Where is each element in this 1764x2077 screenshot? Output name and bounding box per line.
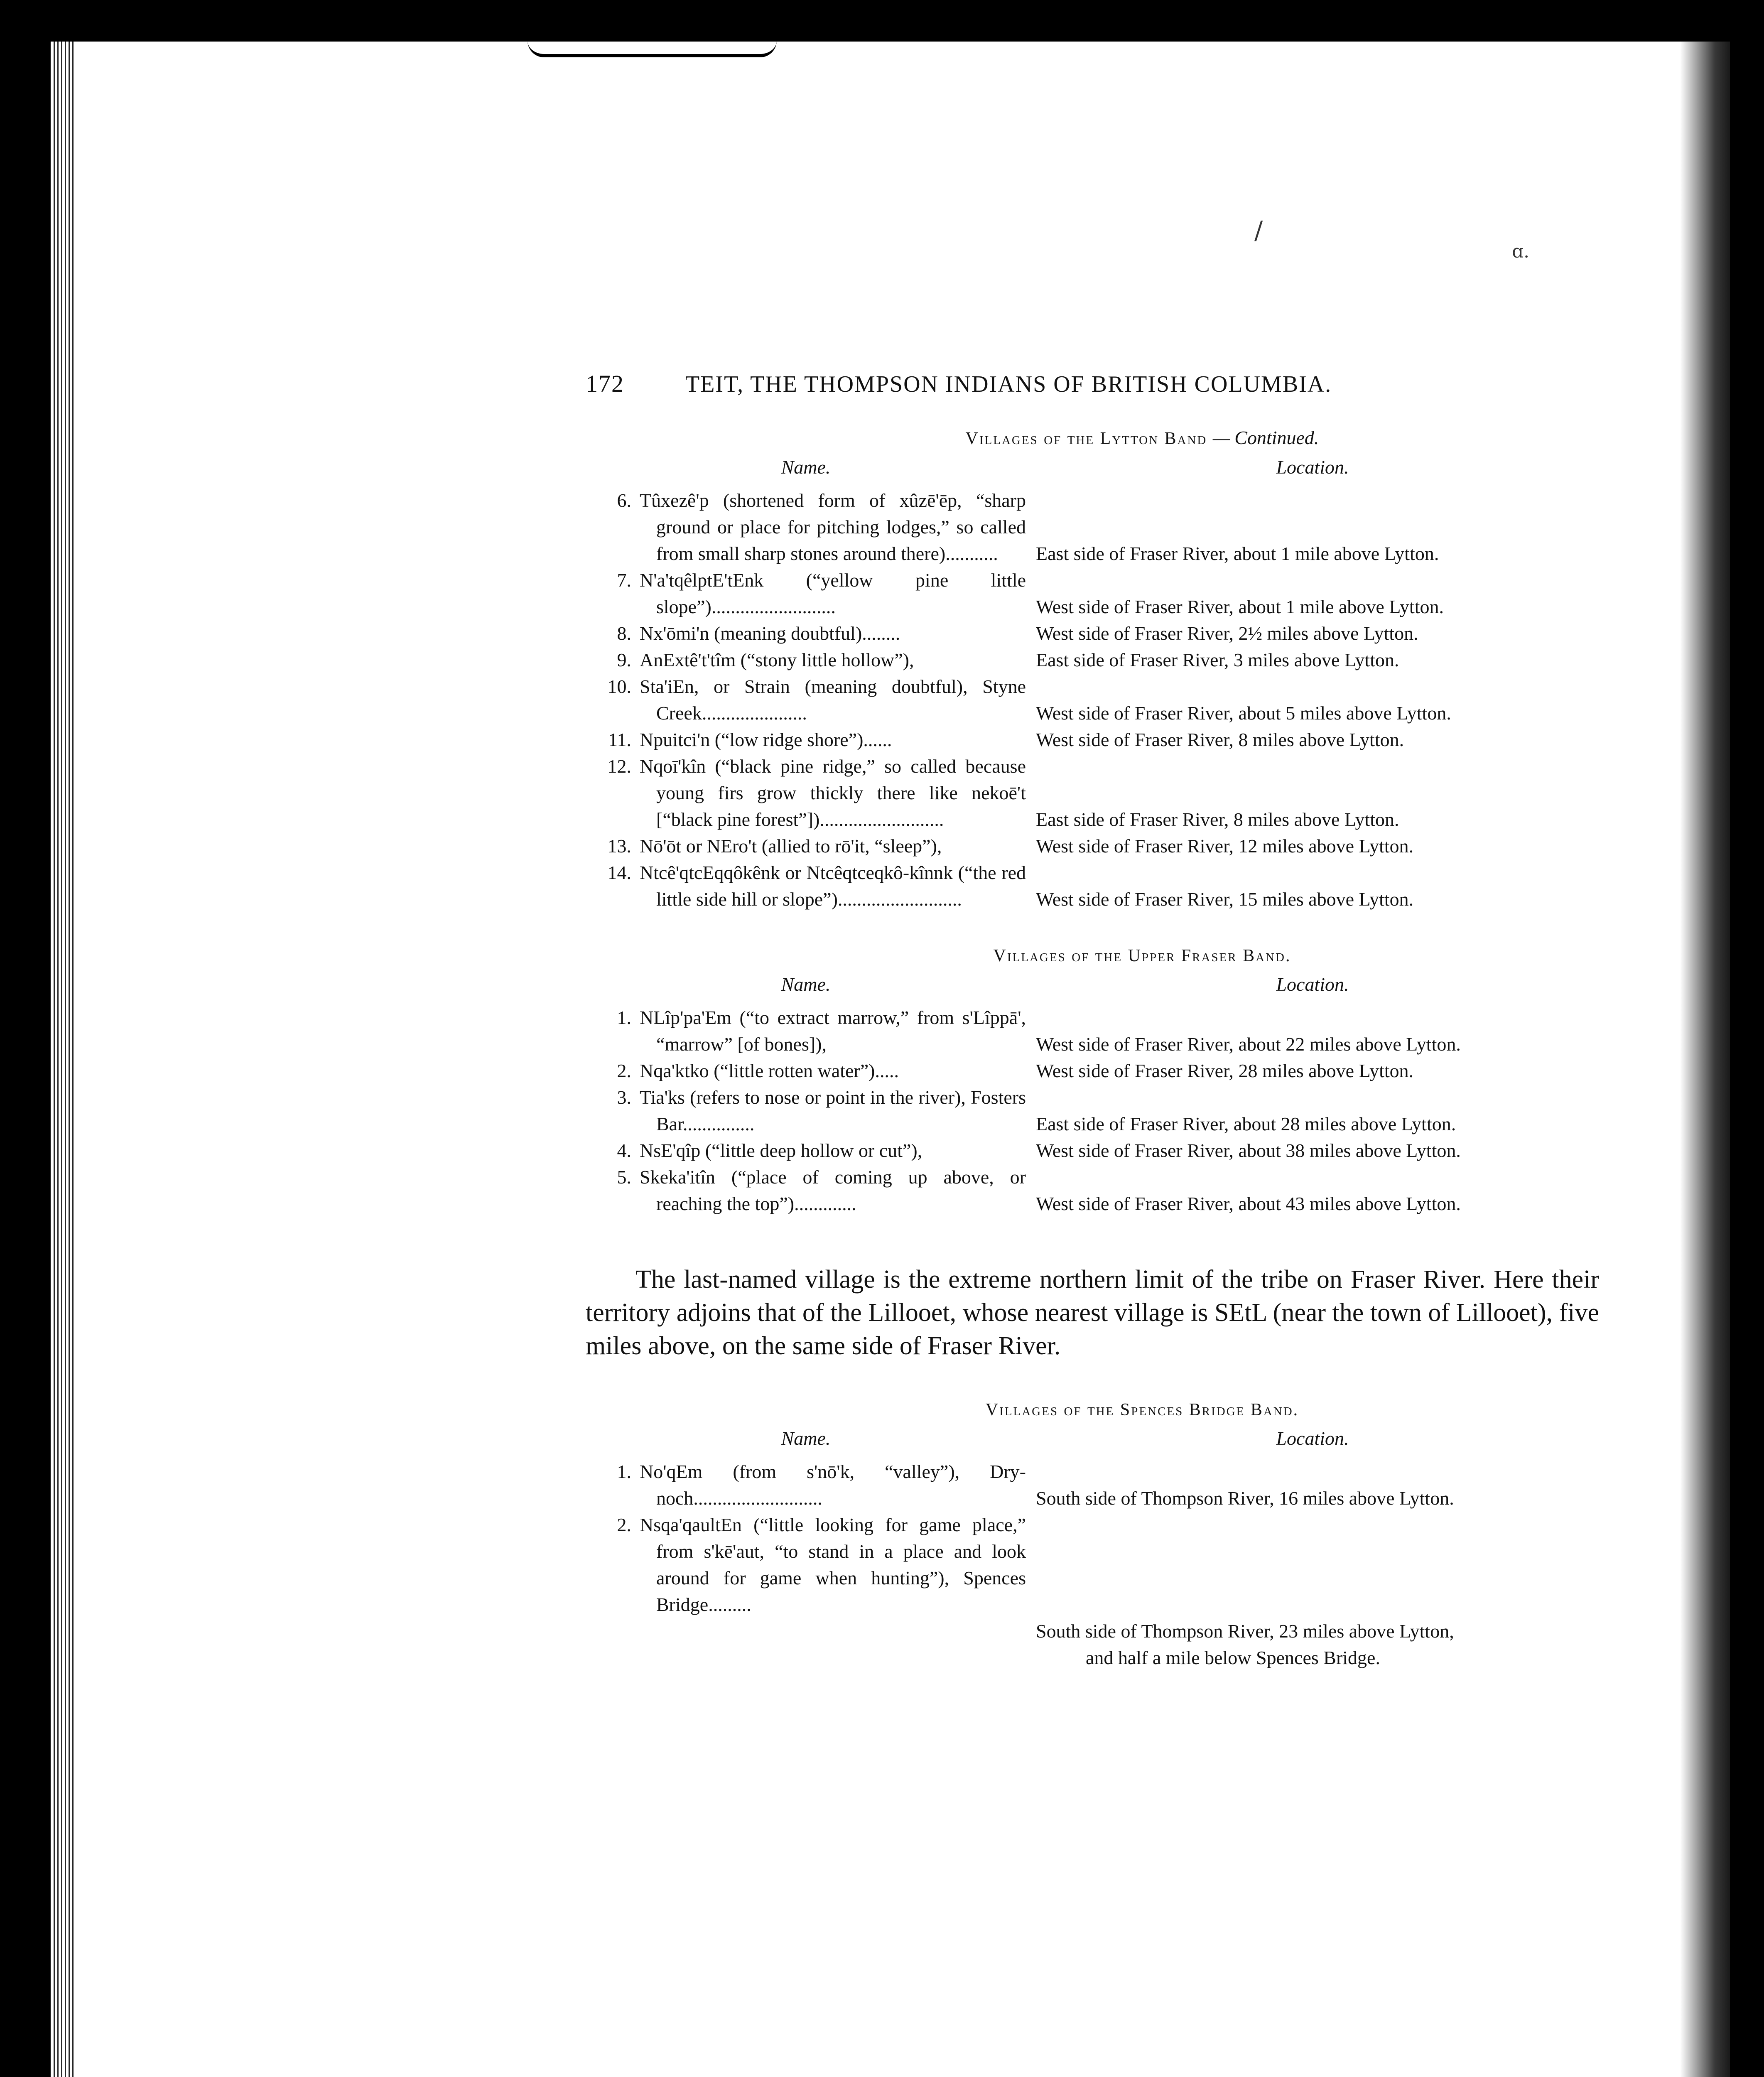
- village-name: N'a'tqêlptE'tEnk (“yellow pine little slope”)..........................: [640, 570, 1026, 617]
- body-paragraph: The last-named village is the extreme northern limit of the tribe on Fraser River. Here their territory adjoins that of the Lillooet, whose nearest village is SEtL (near the town of Lillooet), five miles above, on the same side of Fraser River.: [586, 1265, 1599, 1360]
- village-name: Tia'ks (refers to nose or point in the river), Fosters Bar...............: [640, 1087, 1026, 1134]
- entry-number: 14.: [607, 862, 631, 883]
- village-name: Nqoī'kîn (“black pine ridge,” so called because young firs grow thickly there like nekoē't [“black pine forest”])..........................: [640, 756, 1026, 830]
- village-list: [586, 1458, 1599, 1671]
- village-list: [586, 1004, 1599, 1217]
- column-location-header: Location.: [1276, 974, 1349, 995]
- entry-number: 13.: [607, 835, 631, 857]
- village-entry: [586, 1137, 1599, 1164]
- section-title-text: Villages of the Spences Bridge Band.: [985, 1400, 1299, 1419]
- village-entry: [586, 1512, 1599, 1671]
- village-location: West side of Fraser River, about 22 miles above Lytton.: [1036, 1034, 1461, 1055]
- village-location: West side of Fraser River, 2½ miles above Lytton.: [1036, 623, 1418, 644]
- village-entry: [586, 1084, 1599, 1137]
- upper-fraser-band-section: [586, 946, 1599, 1217]
- village-name: Nqa'ktko (“little rotten water”).....: [640, 1060, 899, 1081]
- column-headers: [586, 456, 1599, 478]
- village-location: West side of Fraser River, about 1 mile above Lytton.: [1036, 596, 1444, 617]
- village-location-continuation: and half a mile below Spences Bridge.: [1086, 1647, 1380, 1668]
- running-title: TEIT, THE THOMPSON INDIANS OF BRITISH COLUMBIA.: [685, 371, 1332, 397]
- lytton-band-section: [586, 427, 1599, 913]
- village-location: [1026, 1512, 1599, 1671]
- village-name: NLîp'pa'Em (“to extract marrow,” from s'Lîppā', “marrow” [of bones]),: [640, 1007, 1026, 1055]
- column-location-header: Location.: [1276, 457, 1349, 478]
- village-name: Sta'iEn, or Strain (meaning doubtful), Styne Creek......................: [640, 676, 1026, 724]
- village-entry: [586, 647, 1599, 673]
- village-entry: [586, 833, 1599, 859]
- village-location: West side of Fraser River, 12 miles above Lytton.: [1036, 835, 1414, 857]
- village-location: West side of Fraser River, about 5 miles above Lytton.: [1036, 702, 1451, 724]
- section-title-suffix: — Continued.: [1212, 427, 1319, 448]
- village-location: West side of Fraser River, 28 miles above Lytton.: [1036, 1060, 1414, 1081]
- village-entry: [586, 620, 1599, 647]
- village-entry: [586, 1058, 1599, 1084]
- column-name-header: Name.: [781, 457, 831, 478]
- village-entry: [586, 753, 1599, 833]
- entry-number: 8.: [617, 623, 631, 644]
- page-number: 172: [586, 370, 624, 397]
- column-location-header: Location.: [1276, 1428, 1349, 1449]
- village-entry: [586, 1164, 1599, 1217]
- village-list: [586, 487, 1599, 913]
- village-name: Ntcê'qtcEqqôkênk or Ntcêqtceqkô-kînnk (“the red little side hill or slope”)..........................: [640, 862, 1026, 910]
- section-title-text: Villages of the Lytton Band: [965, 429, 1207, 448]
- running-head: [586, 370, 1599, 398]
- page-content: [586, 370, 1599, 1704]
- entry-number: 10.: [607, 676, 631, 697]
- village-location: West side of Fraser River, 8 miles above Lytton.: [1036, 729, 1404, 750]
- section-title: [586, 427, 1599, 449]
- scan-speck: [527, 42, 777, 57]
- entry-number: 12.: [607, 756, 631, 777]
- village-location-line: South side of Thompson River, 23 miles above Lytton,: [1036, 1620, 1454, 1642]
- village-location: East side of Fraser River, about 1 mile above Lytton.: [1036, 543, 1439, 564]
- scanned-page: [50, 42, 1730, 2077]
- village-name: Npuitci'n (“low ridge shore”)......: [640, 729, 892, 750]
- pencil-mark: ɑ.: [1512, 241, 1530, 262]
- column-name-header: Name.: [781, 1428, 831, 1449]
- village-name: Nx'ōmi'n (meaning doubtful)........: [640, 623, 900, 644]
- village-name: Nō'ōt or NEro't (allied to rō'it, “sleep”),: [640, 835, 942, 857]
- entry-number: 6.: [617, 490, 631, 511]
- village-entry: [586, 1004, 1599, 1058]
- village-location: West side of Fraser River, about 43 miles above Lytton.: [1036, 1193, 1461, 1214]
- village-location: East side of Fraser River, about 28 miles above Lytton.: [1036, 1113, 1456, 1134]
- village-name: NsE'qîp (“little deep hollow or cut”),: [640, 1140, 922, 1161]
- entry-number: 2.: [617, 1514, 631, 1535]
- village-name: Skeka'itîn (“place of coming up above, or reaching the top”).............: [640, 1166, 1026, 1214]
- entry-number: 7.: [617, 570, 631, 591]
- column-headers: [586, 973, 1599, 995]
- village-entry: [586, 1458, 1599, 1512]
- village-entry: [586, 487, 1599, 567]
- entry-number: 5.: [617, 1166, 631, 1188]
- entry-number: 1.: [617, 1007, 631, 1028]
- village-name: No'qEm (from s'nō'k, “valley”), Dry-noch...........................: [640, 1461, 1026, 1509]
- village-entry: [586, 567, 1599, 620]
- village-name: Tûxezê'p (shortened form of xûzē'ēp, “sharp ground or place for pitching lodges,” so called from small sharp stones around there)...........: [640, 490, 1026, 564]
- village-location: East side of Fraser River, 8 miles above Lytton.: [1036, 809, 1399, 830]
- entry-number: 9.: [617, 649, 631, 670]
- entry-number: 2.: [617, 1060, 631, 1081]
- village-location: West side of Fraser River, about 38 miles above Lytton.: [1036, 1140, 1461, 1161]
- village-location: West side of Fraser River, 15 miles above Lytton.: [1036, 889, 1414, 910]
- spences-bridge-band-section: [586, 1400, 1599, 1671]
- village-entry: [586, 727, 1599, 753]
- village-name: Nsqa'qaultEn (“little looking for game place,” from s'kē'aut, “to stand in a place and look around for game when hunting”), Spences Bridge.........: [640, 1514, 1026, 1615]
- entry-number: 3.: [617, 1087, 631, 1108]
- section-title-text: Villages of the Upper Fraser Band.: [993, 946, 1291, 965]
- entry-number: 1.: [617, 1461, 631, 1482]
- village-name: AnExtê't'tîm (“stony little hollow”),: [640, 649, 914, 670]
- pencil-mark: /: [1254, 216, 1263, 245]
- entry-number: 11.: [608, 729, 631, 750]
- section-title: [586, 946, 1599, 966]
- village-location: East side of Fraser River, 3 miles above Lytton.: [1036, 649, 1399, 670]
- section-title: [586, 1400, 1599, 1420]
- column-headers: [586, 1427, 1599, 1449]
- village-entry: [586, 673, 1599, 727]
- column-name-header: Name.: [781, 974, 831, 995]
- village-entry: [586, 859, 1599, 913]
- village-location: South side of Thompson River, 16 miles above Lytton.: [1036, 1488, 1454, 1509]
- entry-number: 4.: [617, 1140, 631, 1161]
